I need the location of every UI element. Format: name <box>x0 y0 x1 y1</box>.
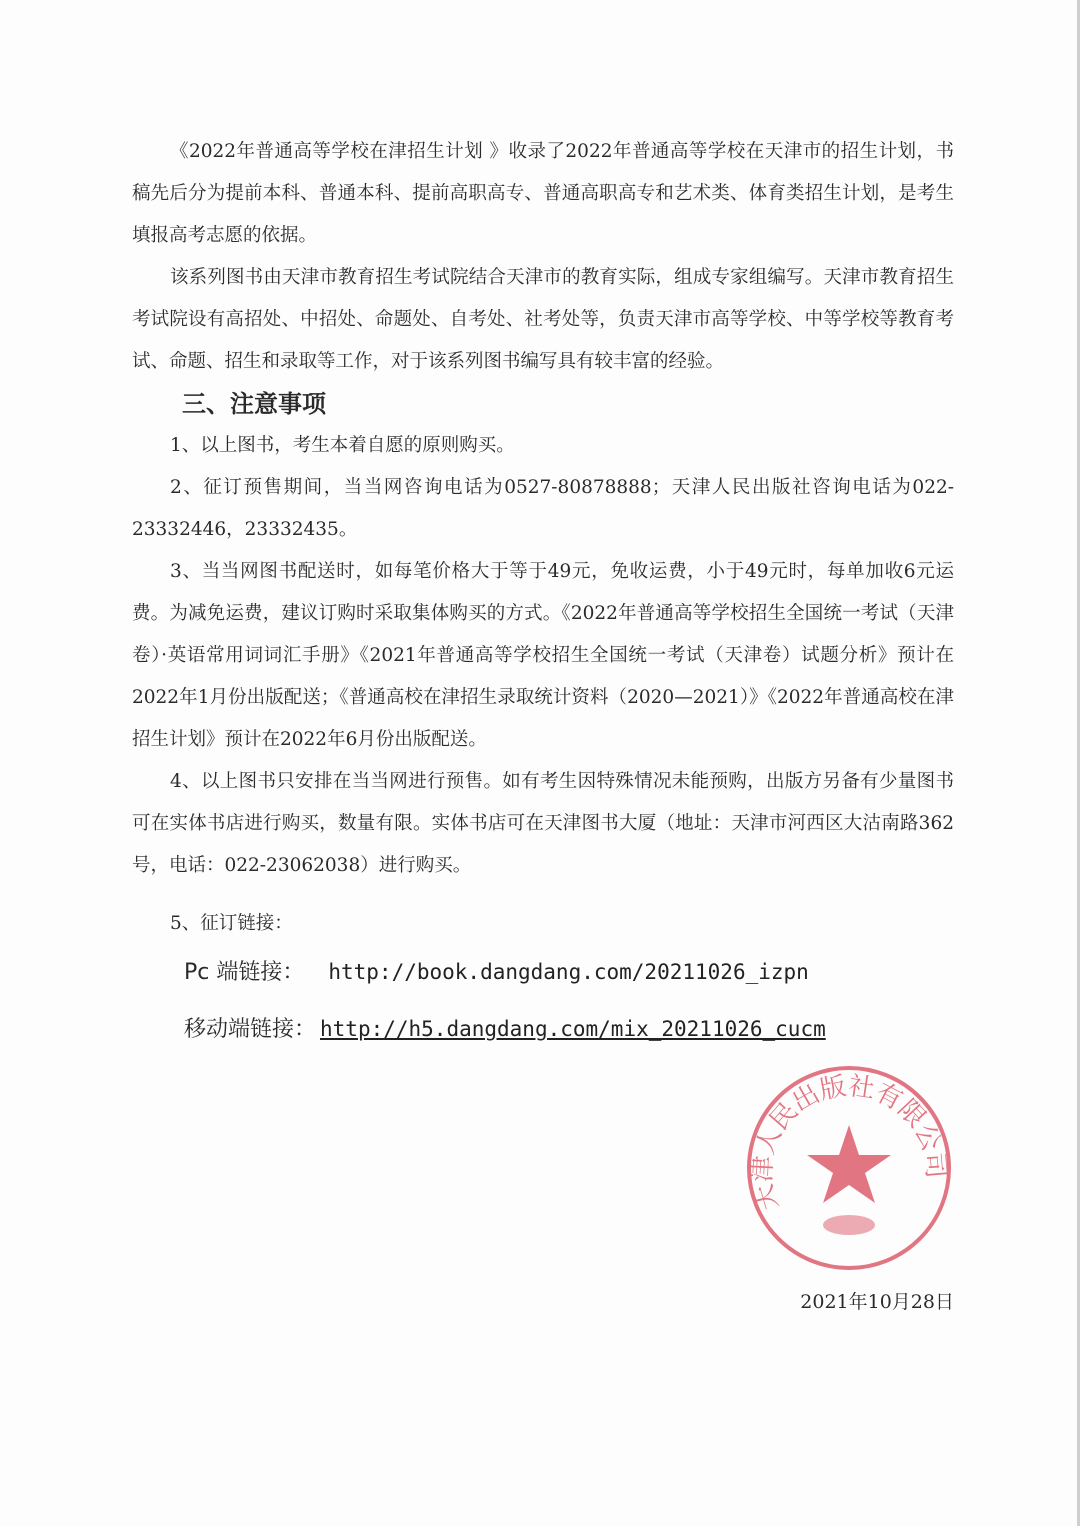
seal-text: 天津人民出版社有限公司 <box>747 1071 951 1215</box>
mobile-link[interactable]: http://h5.dangdang.com/mix_20211026_cucm <box>320 1017 826 1041</box>
note-4: 4、以上图书只安排在当当网进行预售。如有考生因特殊情况未能预购，出版方另备有少量图书可在实体书店进行购买，数量有限。实体书店可在天津图书大厦（地址：天津市河西区大沽南路362号，电话：022-23062038）进行购买。 <box>132 771 954 876</box>
note-1: 1、以上图书，考生本着自愿的原则购买。 <box>170 435 515 456</box>
publisher-seal <box>744 1063 954 1273</box>
document-date: 2021年10月28日 <box>800 1291 954 1313</box>
note-3: 3、当当网图书配送时，如每笔价格大于等于49元，免收运费，小于49元时，每单加收6元运费。为减免运费，建议订购时采取集体购买的方式。《2022年普通高等学校招生全国统一考试（天津卷）·英语常用词词汇手册》《2021年普通高等学校招生全国统一考试（天津卷）试题分析》预计在2022年1月份出版配送；《普通高校在津招生录取统计资料（2020—2021）》《2022年普通高校在津招生计划》预计在2022年6月份出版配送。 <box>132 561 954 750</box>
mobile-link-label: 移动端链接： <box>184 1017 317 1042</box>
note-2: 2、征订预售期间，当当网咨询电话为0527-80878888；天津人民出版社咨询电话为022-23332446，23332435。 <box>132 477 954 540</box>
pc-link-label: Pc 端链接： <box>184 960 305 985</box>
mobile-link-row <box>132 1012 954 1047</box>
pc-link-row <box>132 955 954 990</box>
section-heading: 三、注意事项 <box>182 390 326 418</box>
note-5: 5、征订链接： <box>170 913 293 934</box>
intro-paragraph-1: 《2022年普通高等学校在津招生计划 》收录了2022年普通高等学校在天津市的招生计划，书稿先后分为提前本科、普通本科、提前高职高专、普通高职高专和艺术类、体育类招生计划，是考生填报高考志愿的依据。 <box>132 141 954 246</box>
intro-paragraph-2: 该系列图书由天津市教育招生考试院结合天津市的教育实际，组成专家组编写。天津市教育招生考试院设有高招处、中招处、命题处、自考处、社考处等，负责天津市高等学校、中等学校等教育考试、命题、招生和录取等工作，对于该系列图书编写具有较丰富的经验。 <box>132 267 954 372</box>
star-icon <box>807 1125 891 1203</box>
document-body <box>132 0 954 1317</box>
pc-link[interactable]: http://book.dangdang.com/20211026_izpn <box>328 960 809 984</box>
seal-area <box>132 1063 954 1273</box>
